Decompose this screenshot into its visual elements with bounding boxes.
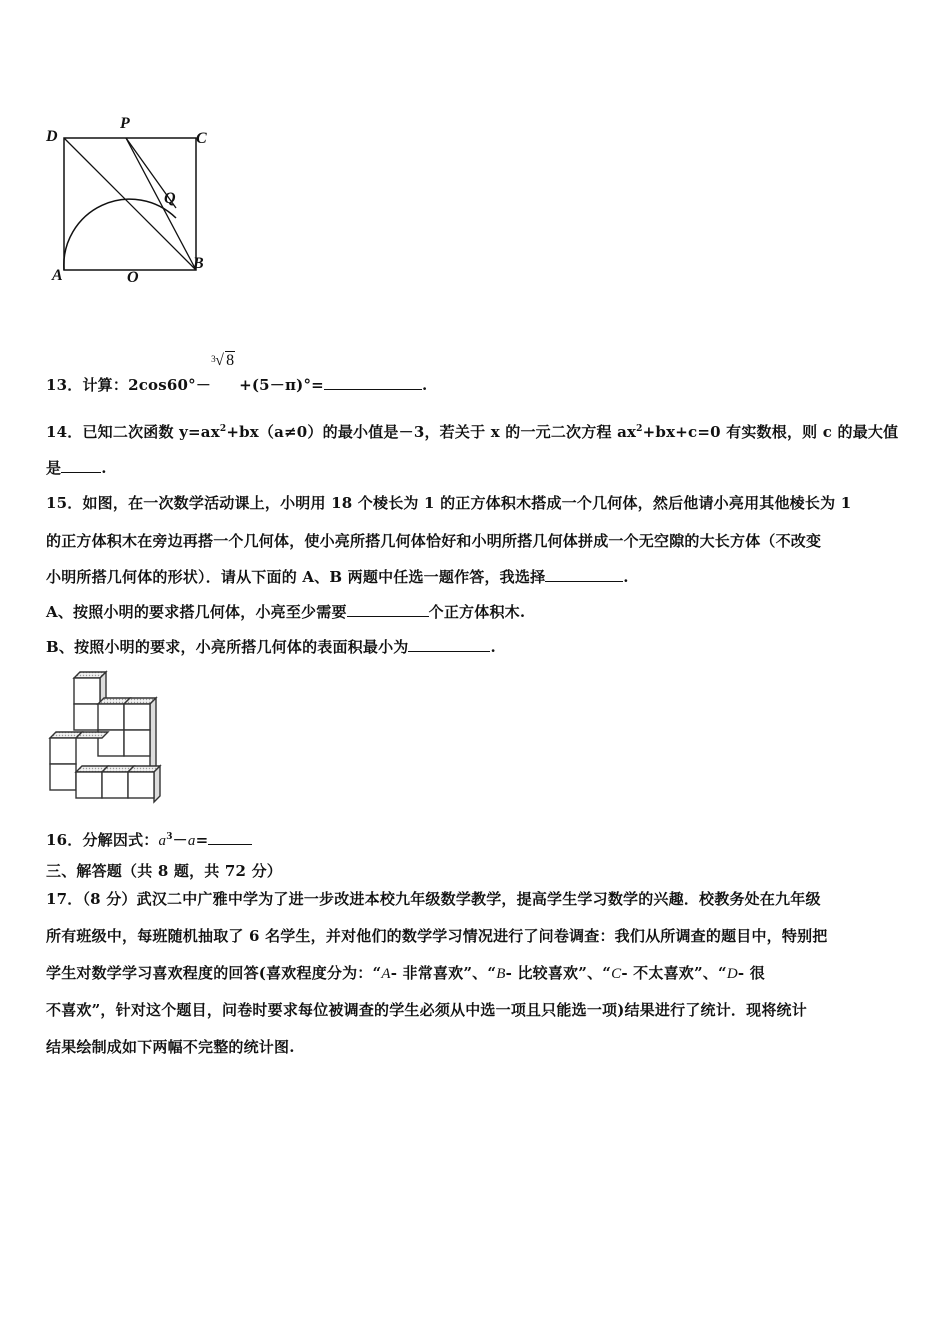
q16-answer-blank[interactable] xyxy=(208,832,252,845)
cube-root: 3 √ 8 xyxy=(211,352,235,369)
q13-suffix: +(5－π)°= xyxy=(239,376,324,394)
q16-var-a: a xyxy=(158,833,167,849)
question-17-line4: 不喜欢”，针对这个题目，问卷时要求每位被调查的学生必须从中选一项且只能选一项)结果进行了统计．现将统计 xyxy=(46,1001,807,1019)
diagonal-db xyxy=(64,138,196,270)
label-c: C xyxy=(196,130,207,147)
question-16 xyxy=(46,829,252,850)
label-d: D xyxy=(46,128,58,145)
q15-line3-end: . xyxy=(623,568,629,586)
q13-end: . xyxy=(421,376,428,394)
q14-sup2: 2 xyxy=(636,424,643,434)
q15-line3-text: 小明所搭几何体的形状）．请从下面的 A、B 两题中任选一题作答，我选择 xyxy=(46,568,546,586)
cube-stack-drawing xyxy=(46,668,170,810)
cube-stack-figure xyxy=(46,668,170,810)
q14-text-c: +bx+c=0 有实数根，则 c 的最大值 xyxy=(642,423,899,441)
question-15-option-b xyxy=(46,636,496,657)
q17-line3-text: 学生对数学学习喜欢程度的回答(喜欢程度分为：“ xyxy=(46,964,382,982)
q14-end: . xyxy=(101,459,107,477)
q17-option-d: D xyxy=(726,966,738,982)
q15-opt-a-post: 个正方体积木. xyxy=(428,603,526,621)
q15-opt-b-pre: B、按照小明的要求，小亮所搭几何体的表面积最小为 xyxy=(46,638,409,656)
q16-var-a2: a xyxy=(187,833,196,849)
q13-prefix: 13．计算：2cos60°－ xyxy=(46,376,212,394)
label-q: Q xyxy=(164,190,176,207)
question-15-line2: 的正方体积木在旁边再搭一个几何体，使小亮所搭几何体恰好和小明所搭几何体拼成一个无空隙的大长方体（不改变 xyxy=(46,532,822,550)
label-o: O xyxy=(127,269,139,286)
q17-option-c-text: - 不太喜欢”、“ xyxy=(621,964,727,982)
q15-opt-a-pre: A、按照小明的要求搭几何体，小亮至少需要 xyxy=(46,603,347,621)
q15-opt-b-blank[interactable] xyxy=(408,639,490,652)
q17-option-b-text: - 比较喜欢”、“ xyxy=(505,964,612,982)
label-b: B xyxy=(193,255,204,272)
question-14-line2 xyxy=(46,457,107,478)
q17-option-d-text: - 很 xyxy=(737,964,765,982)
q14-sup1: 2 xyxy=(219,424,227,434)
root-radicand: 8 xyxy=(226,352,235,369)
q15-opt-a-blank[interactable] xyxy=(347,604,429,617)
q14-answer-blank[interactable] xyxy=(61,460,101,473)
q15-choice-blank[interactable] xyxy=(545,569,623,582)
q13-answer-blank[interactable] xyxy=(324,377,422,390)
question-17-line1: 17．（8 分）武汉二中广雅中学为了进一步改进本校九年级数学教学，提高学生学习数学的兴趣．校教务处在九年级 xyxy=(46,890,821,908)
geometry-figure xyxy=(40,112,220,292)
q15-opt-b-post: . xyxy=(490,638,496,656)
q16-exponent: 3 xyxy=(166,832,173,842)
label-p: P xyxy=(120,115,130,132)
label-a: A xyxy=(52,267,63,284)
question-17-line2: 所有班级中，每班随机抽取了 6 名学生，并对他们的数学学习情况进行了问卷调查：我们从所调查的题目中，特别把 xyxy=(46,927,828,945)
q17-option-b: B xyxy=(496,966,506,982)
q16-minus: － xyxy=(172,831,188,849)
q17-option-c: C xyxy=(611,966,622,982)
q14-line2: 是 xyxy=(46,459,62,477)
q16-equals: = xyxy=(195,831,209,849)
question-14-line1 xyxy=(46,421,898,442)
question-15-line1: 15．如图，在一次数学活动课上，小明用 18 个棱长为 1 的正方体积木搭成一个几何体，然后他请小亮用其他棱长为 1 xyxy=(46,494,852,512)
q16-prefix: 16．分解因式： xyxy=(46,831,159,849)
segment-pb xyxy=(126,138,196,270)
semicircle-arc xyxy=(64,199,176,270)
question-17-line5: 结果绘制成如下两幅不完整的统计图. xyxy=(46,1038,295,1056)
question-15-option-a xyxy=(46,601,525,622)
q17-option-a-text: - 非常喜欢”、“ xyxy=(390,964,497,982)
q14-text-a: 14．已知二次函数 y=ax xyxy=(46,423,220,441)
section-3-heading: 三、解答题（共 8 题，共 72 分） xyxy=(46,862,283,880)
q17-option-a: A xyxy=(381,966,391,982)
q14-text-b: +bx（a≠0）的最小值是－3，若关于 x 的一元二次方程 ax xyxy=(226,423,637,441)
root-index: 3 xyxy=(211,354,216,364)
question-15-line3 xyxy=(46,566,629,587)
question-17-line3 xyxy=(46,962,765,983)
question-13 xyxy=(46,352,428,395)
